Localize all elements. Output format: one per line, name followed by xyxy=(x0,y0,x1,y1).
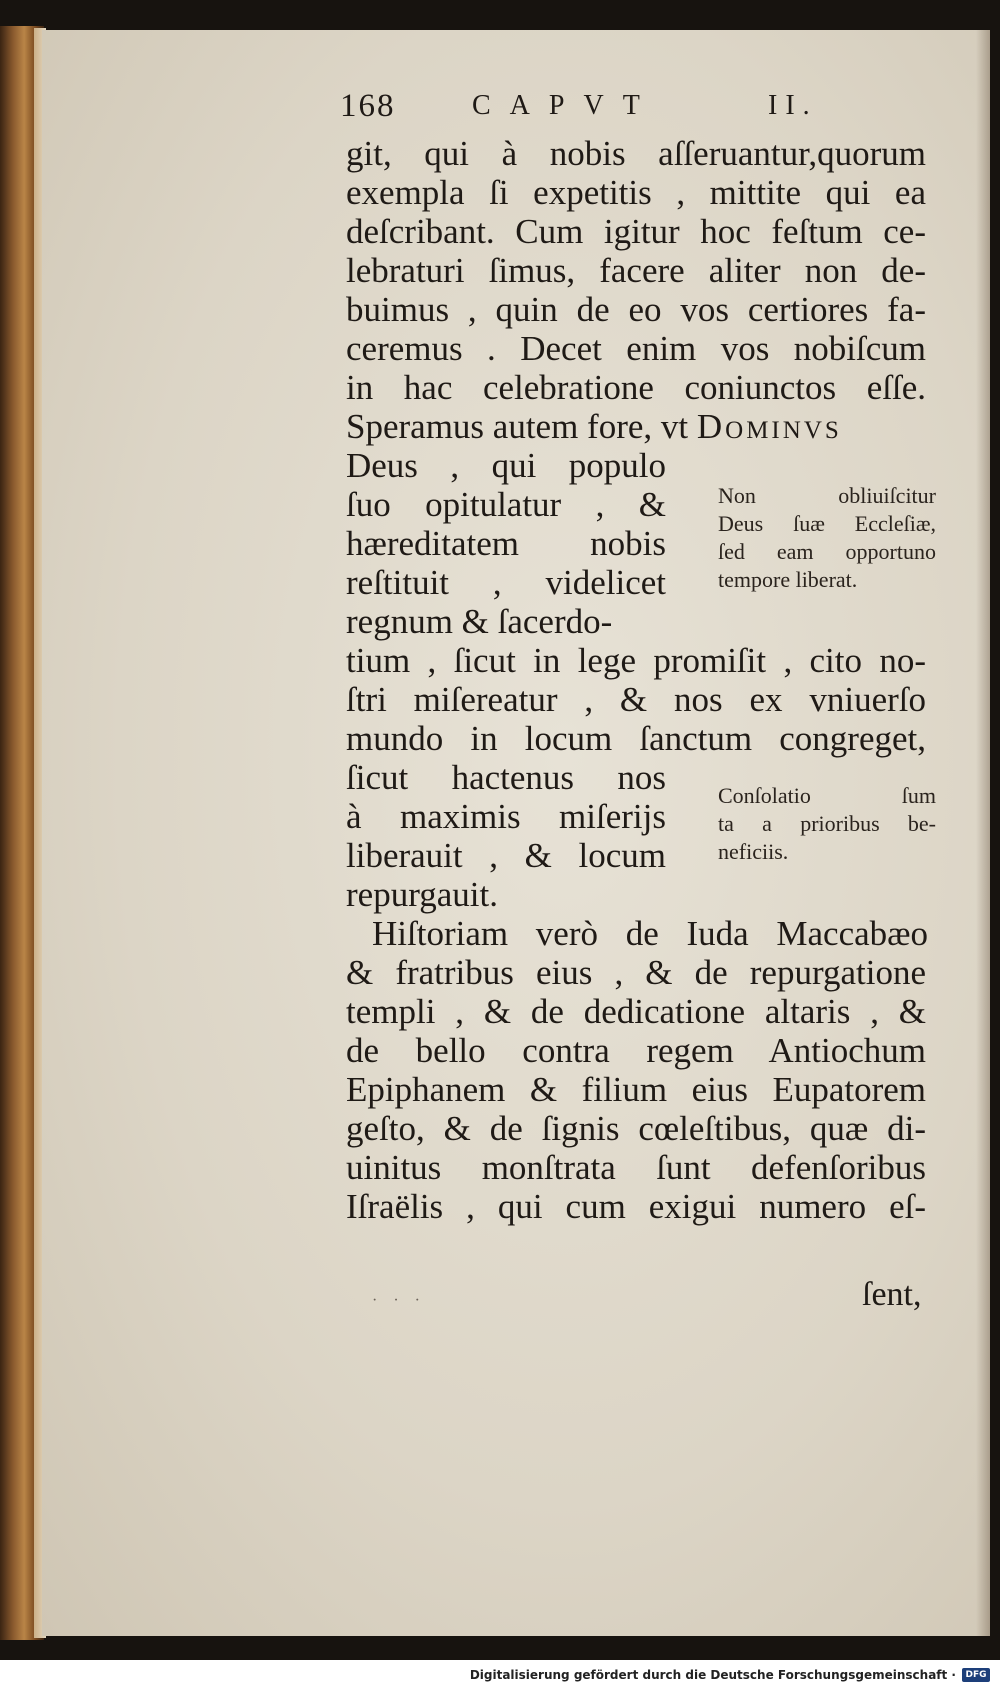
note-line: ſed eam opportuno xyxy=(718,539,936,564)
column-line: reſtituit , videlicet xyxy=(346,563,666,602)
text-line: in hac celebratione coniunctos eſſe. xyxy=(346,368,926,407)
text-line: ſtri miſereatur , & nos ex vniuerſo xyxy=(346,680,926,719)
column-line: repurgauit. xyxy=(346,875,498,914)
column-line: liberauit , & locum xyxy=(346,836,666,875)
paper-specks: · · · xyxy=(372,1292,426,1309)
text-line: Epiphanem & filium eius Eupatorem xyxy=(346,1070,926,1109)
note-line: tempore liberat. xyxy=(718,567,858,592)
text-line: templi , & de dedicatione altaris , & xyxy=(346,992,926,1031)
text-line: git, qui à nobis aſſeruantur,quorum xyxy=(346,134,926,173)
text-line: buimus , quin de eo vos certiores fa- xyxy=(346,290,926,329)
note-line: Conſolatio ſum xyxy=(718,783,936,808)
text-line: deſcribant. Cum igitur hoc feſtum ce- xyxy=(346,212,926,251)
text-line xyxy=(346,407,926,447)
column-line: Deus , qui populo xyxy=(346,446,666,485)
digitization-footer xyxy=(0,1660,1000,1692)
column-line: hæreditatem nobis xyxy=(346,524,666,563)
text-line: de bello contra regem Antiochum xyxy=(346,1031,926,1070)
page-shadow xyxy=(976,30,990,1636)
chapter-heading: CAPVT xyxy=(472,90,659,121)
text-segment: Speramus autem fore, vt xyxy=(346,407,689,446)
small-caps-word: Dominvs xyxy=(696,407,842,446)
dfg-logo-icon: DFG xyxy=(962,1668,990,1682)
note-line: Non obliuiſcitur xyxy=(718,483,936,508)
column-line: regnum & ſacerdo- xyxy=(346,602,613,641)
column-line: ſuo opitulatur , & xyxy=(346,485,666,524)
note-line: neficiis. xyxy=(718,839,789,864)
text-line: Iſraëlis , qui cum exigui numero eſ- xyxy=(346,1187,926,1226)
text-line: Hiſtoriam verò de Iuda Maccabæo xyxy=(372,914,928,953)
text-line: ceremus . Decet enim vos nobiſcum xyxy=(346,329,926,368)
note-line: Deus ſuæ Eccleſiæ, xyxy=(718,511,936,536)
catchword: ſent, xyxy=(862,1276,922,1313)
page xyxy=(42,30,990,1636)
marginal-note xyxy=(718,482,936,594)
text-line: geſto, & de ſignis cœleſtibus, quæ di- xyxy=(346,1109,926,1148)
column-line: ſicut hactenus nos xyxy=(346,758,666,797)
text-line: tium , ſicut in lege promiſit , cito no- xyxy=(346,641,926,680)
running-head xyxy=(340,88,900,132)
chapter-number: II. xyxy=(768,90,818,121)
page-number: 168 xyxy=(340,88,396,124)
text-line: & fratribus eius , & de repurgatione xyxy=(346,953,926,992)
funding-credit: Digitalisierung gefördert durch die Deutsche Forschungsgemeinschaft · xyxy=(469,1668,956,1682)
text-line: lebraturi ſimus, facere aliter non de- xyxy=(346,251,926,290)
text-line: uinitus monſtrata ſunt defenſoribus xyxy=(346,1148,926,1187)
marginal-note xyxy=(718,782,936,866)
text-line: exempla ſi expetitis , mittite qui ea xyxy=(346,173,926,212)
note-line: ta a prioribus be- xyxy=(718,811,936,836)
column-line: à maximis miſerijs xyxy=(346,797,666,836)
text-line: mundo in locum ſanctum congreget, xyxy=(346,719,926,758)
